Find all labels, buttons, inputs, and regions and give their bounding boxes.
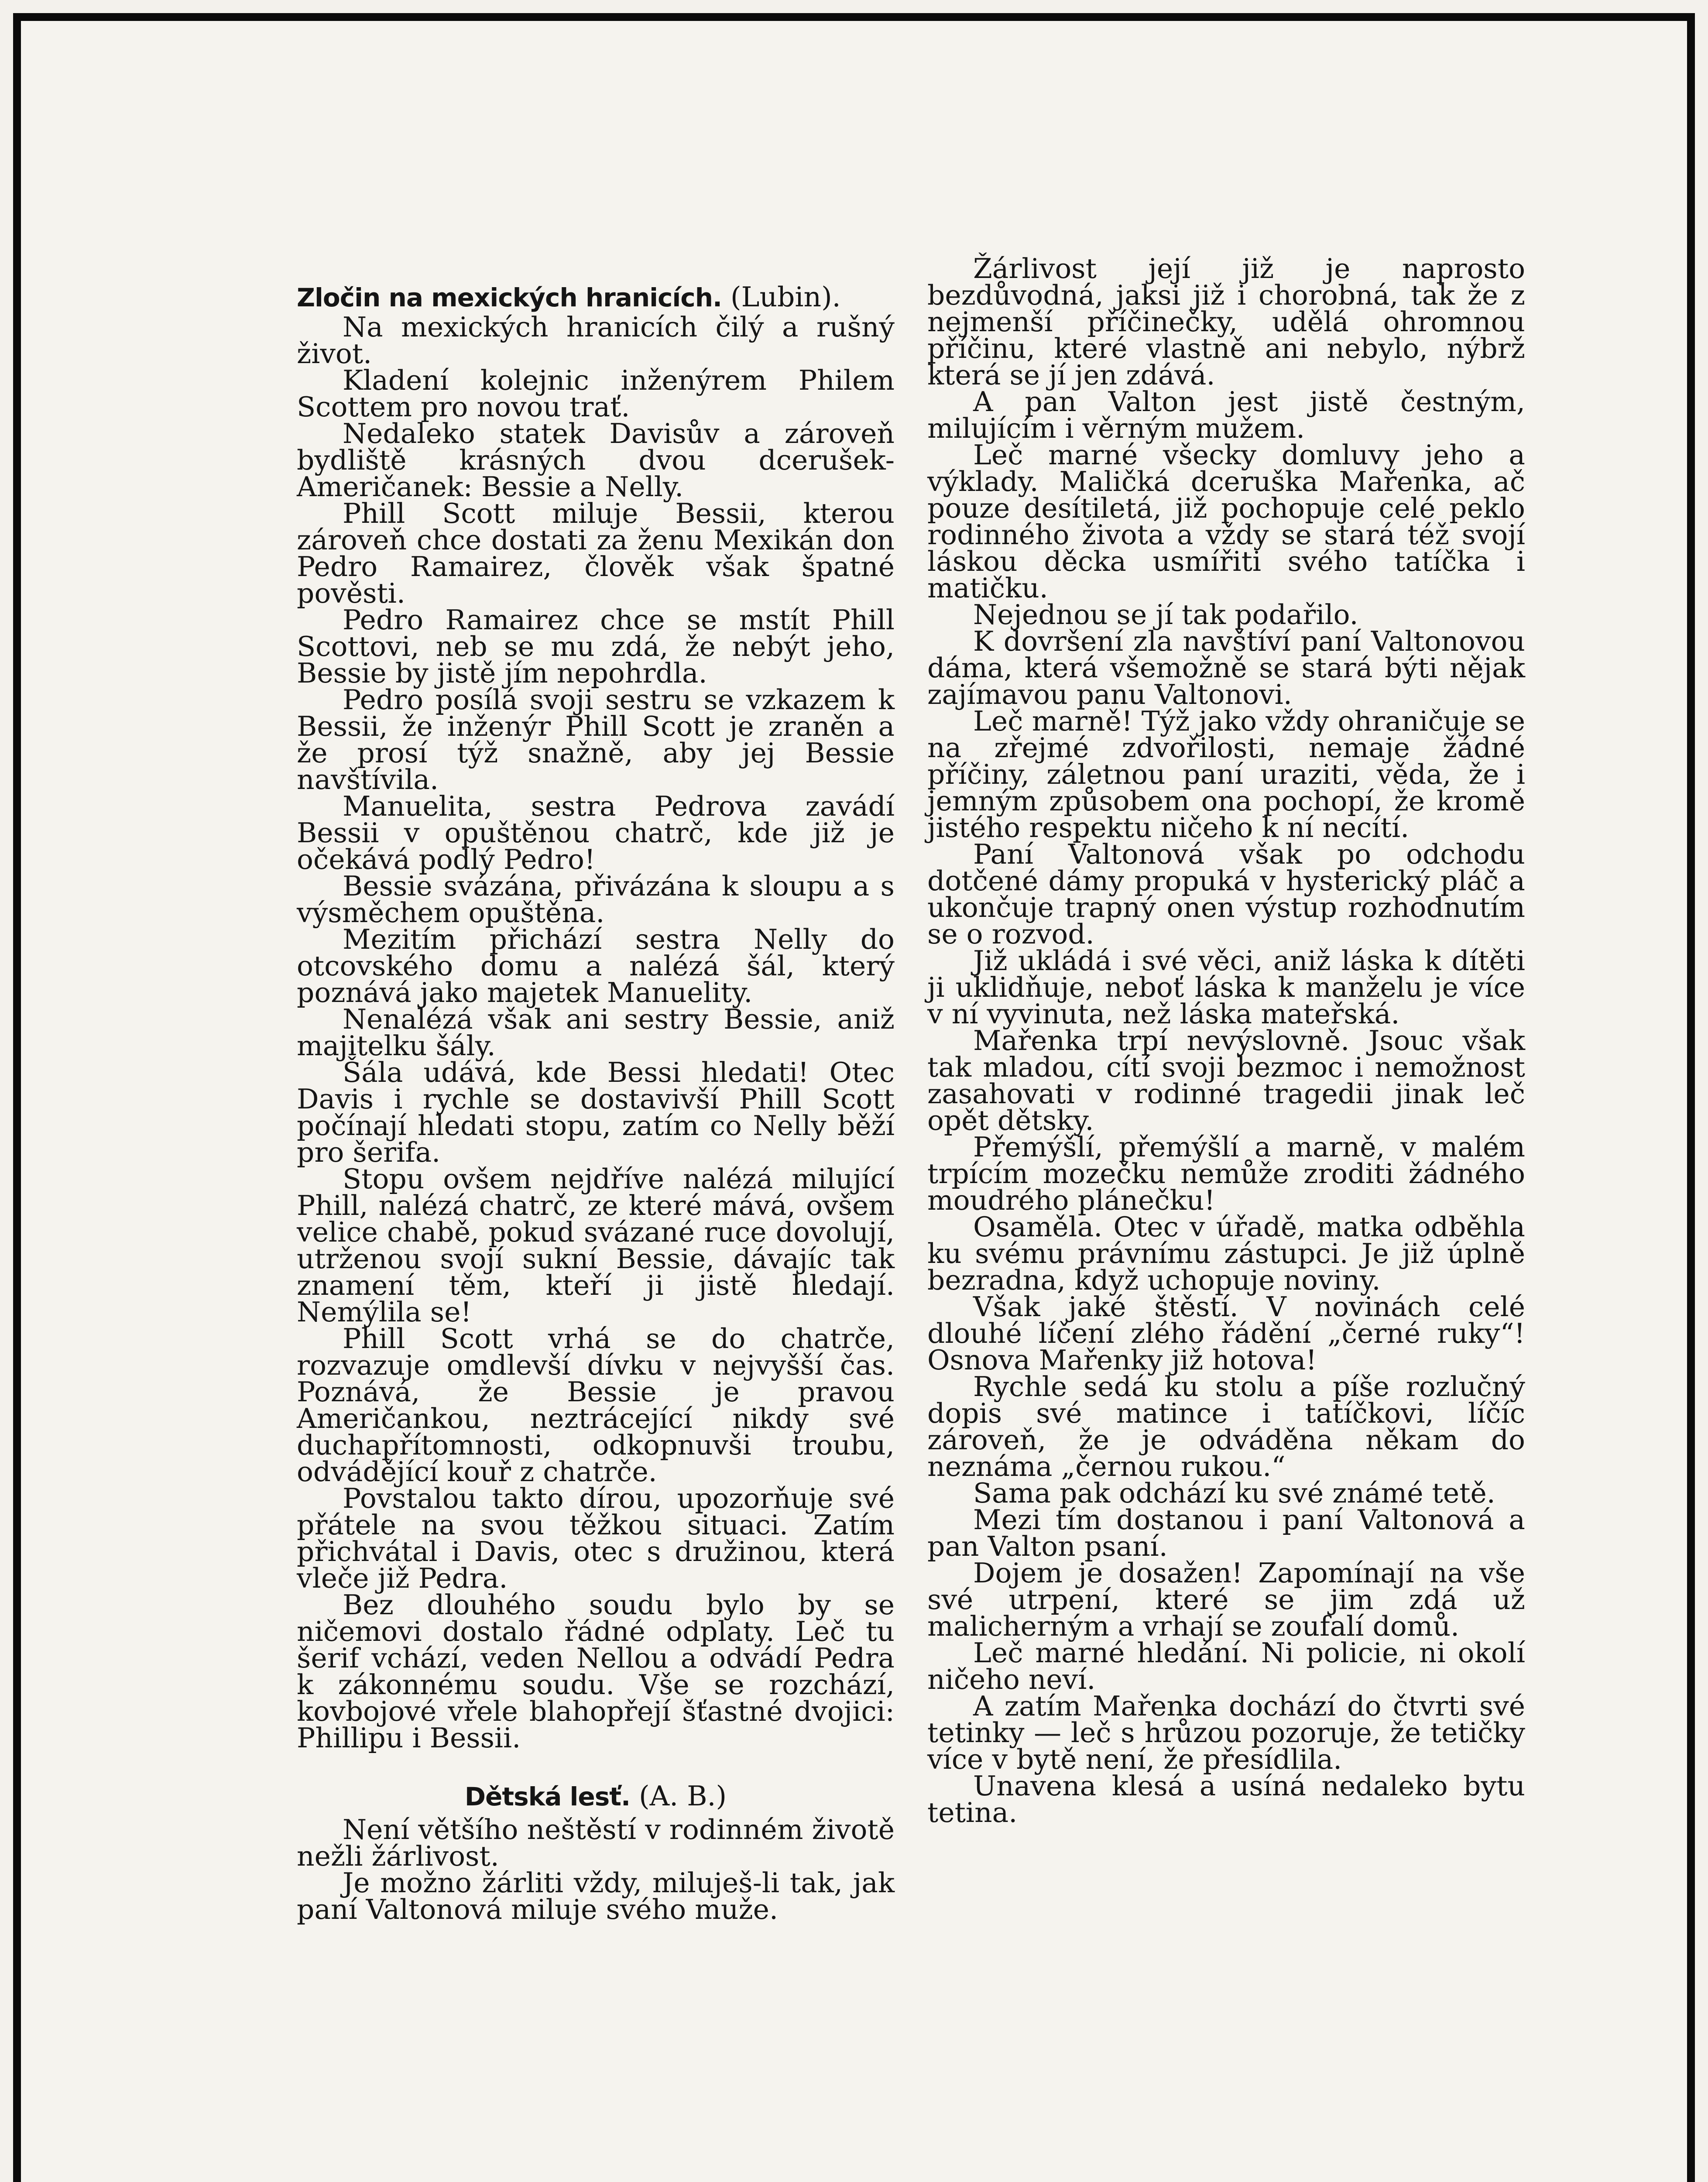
paragraph: Nenalézá však ani sestry Bessie, aniž majitelku šály. <box>297 1003 895 1062</box>
paragraph: Phill Scott miluje Bessii, kterou zároveň chce dostati za ženu Mexikán don Pedro Ramairez, člověk však špatné pověsti. <box>297 497 895 609</box>
article-title: Zločin na mexických hranicích. <box>297 283 722 312</box>
paragraph: Žárlivost její již je naprosto bezdůvodná, jaksi již i chorobná, tak že z nejmenší příčinečky, udělá ohromnou příčinu, které vlastně ani nebylo, nýbrž která se jí jen zdává. <box>927 253 1525 391</box>
paragraph: Dojem je dosažen! Zapomínají na vše své utrpení, které se jim zdá už malicherným a vrhají se zoufalí domů. <box>927 1557 1525 1642</box>
paragraph: Sama pak odchází ku své známé tetě. <box>973 1477 1495 1509</box>
article-source: (A. B.) <box>639 1780 727 1812</box>
article-title: Dětská lesť. <box>464 1782 631 1811</box>
paragraph: Přemýšlí, přemýšlí a marně, v malém trpícím mozečku nemůže zroditi žádného moudrého plánečku! <box>927 1131 1525 1216</box>
paragraph: Na mexických hranicích čilý a rušný život. <box>297 311 895 370</box>
paragraph: A pan Valton jest jistě čestným, milujícím i věrným mužem. <box>927 386 1525 444</box>
article-heading-child <box>297 1780 895 1812</box>
paragraph: Unavena klesá a usíná nedaleko bytu tetina. <box>927 1770 1525 1829</box>
paragraph: Phill Scott vrhá se do chatrče, rozvazuje omdlevší dívku v nejvyšší čas. Poznává, že Bessie je pravou Američankou, neztrácející nikdy své duchapřítomnosti, odkopnuvši troubu, odvádějící kouř z chatrče. <box>297 1323 895 1488</box>
paragraph: Pedro Ramairez chce se mstít Phill Scottovi, neb se mu zdá, že nebýt jeho, Bessie by jistě jím nepohrdla. <box>297 604 895 689</box>
paragraph: Mezitím přichází sestra Nelly do otcovského domu a nalézá šál, který poznává jako majetek Manuelity. <box>297 923 895 1009</box>
paragraph: Pedro posílá svoji sestru se vzkazem k Bessii, že inženýr Phill Scott je zraněn a že prosí týž snažně, aby jej Bessie navštívila. <box>297 684 895 796</box>
paragraph: Leč marně! Týž jako vždy ohraničuje se na zřejmé zdvořilosti, nemaje žádné příčiny, záletnou paní uraziti, věda, že i jemným způsobem ona pochopí, že kromě jistého respektu ničeho k ní necítí. <box>927 705 1525 844</box>
paragraph: Již ukládá i své věci, aniž láska k dítěti ji uklidňuje, neboť láska k manželu je více v ní vyvinuta, než láska mateřská. <box>927 945 1525 1030</box>
article-source: (Lubin). <box>731 281 841 313</box>
article-heading-mexico <box>297 281 895 313</box>
paragraph: Nedaleko statek Davisův a zároveň bydliště krásných dvou dcerušek-Američanek: Bessie a Nelly. <box>297 418 895 503</box>
paragraph: Mezi tím dostanou i paní Valtonová a pan Valton psaní. <box>927 1504 1525 1562</box>
paragraph: Mařenka trpí nevýslovně. Jsouc však tak mladou, cítí svoji bezmoc i nemožnost zasahovati v rodinné tragedii jinak leč opět dětsky. <box>927 1025 1525 1136</box>
paragraph: Není většího neštěstí v rodinném životě nežli žárlivost. <box>297 1814 895 1872</box>
paragraph: Nejednou se jí tak podařilo. <box>973 599 1358 631</box>
paragraph: Leč marné všecky domluvy jeho a výklady. Maličká dceruška Mařenka, ač pouze desítiletá, již pochopuje celé peklo rodinného života a vždy se stará též svojí láskou děcka usmířiti svého tatíčka i matičku. <box>927 439 1525 604</box>
paragraph: Povstalou takto dírou, upozorňuje své přátele na svou těžkou situaci. Zatím přichvátal i Davis, otec s družinou, která vleče již Pedra. <box>297 1482 895 1594</box>
paragraph: Paní Valtonová však po odchodu dotčené dámy propuká v hysterický pláč a ukončuje trapný onen výstup rozhodnutím se o rozvod. <box>927 838 1525 950</box>
paragraph: Je možno žárliti vždy, miluješ-li tak, jak paní Valtonová miluje svého muže. <box>297 1867 895 1925</box>
paragraph: Stopu ovšem nejdříve nalézá milující Phill, nalézá chatrč, ze které mává, ovšem velice chabě, pokud svázané ruce dovolují, utrženou svojí sukní Bessie, dávajíc tak znamení těm, kteří ji jistě hledají. Nemýlila se! <box>297 1163 895 1328</box>
paragraph: Bez dlouhého soudu bylo by se ničemovi dostalo řádné odplaty. Leč tu šerif vchází, veden Nellou a odvádí Pedra k zákonnému soudu. Vše se rozchází, kovbojové vřele blahopřejí šťastné dvojici: Phillipu i Bessii. <box>297 1589 895 1754</box>
paragraph: K dovršení zla navštíví paní Valtonovou dáma, která všemožně se stará býti nějak zajímavou panu Valtonovi. <box>927 625 1525 710</box>
left-column <box>297 281 895 1925</box>
paragraph: Kladení kolejnic inženýrem Philem Scottem pro novou trať. <box>297 364 895 423</box>
paragraph: Šála udává, kde Bessi hledati! Otec Davis i rychle se dostavivší Phill Scott počínají hledati stopu, zatím co Nelly běží pro šerifa. <box>297 1057 895 1168</box>
paragraph: A zatím Mařenka dochází do čtvrti své tetinky — leč s hrůzou pozoruje, že tetičky více v bytě není, že přesídlila. <box>927 1690 1525 1775</box>
paragraph: Leč marné hledání. Ni policie, ni okolí ničeho neví. <box>927 1637 1525 1695</box>
paragraph: Však jaké štěstí. V novinách celé dlouhé líčení zlého řádění „černé ruky“! Osnova Mařenky již hotova! <box>927 1291 1525 1376</box>
paragraph: Manuelita, sestra Pedrova zavádí Bessii v opuštěnou chatrč, kde již je očekává podlý Pedro! <box>297 790 895 875</box>
paragraph: Bessie svázána, přivázána k sloupu a s výsměchem opuštěna. <box>297 870 895 929</box>
paragraph: Rychle sedá ku stolu a píše rozlučný dopis své matince i tatíčkovi, líčíc zároveň, že je odváděna někam do neznáma „černou rukou.“ <box>927 1371 1525 1482</box>
right-column <box>927 253 1525 1829</box>
paragraph: Osaměla. Otec v úřadě, matka odběhla ku svému právnímu zástupci. Je již úplně bezradna, když uchopuje noviny. <box>927 1211 1525 1296</box>
